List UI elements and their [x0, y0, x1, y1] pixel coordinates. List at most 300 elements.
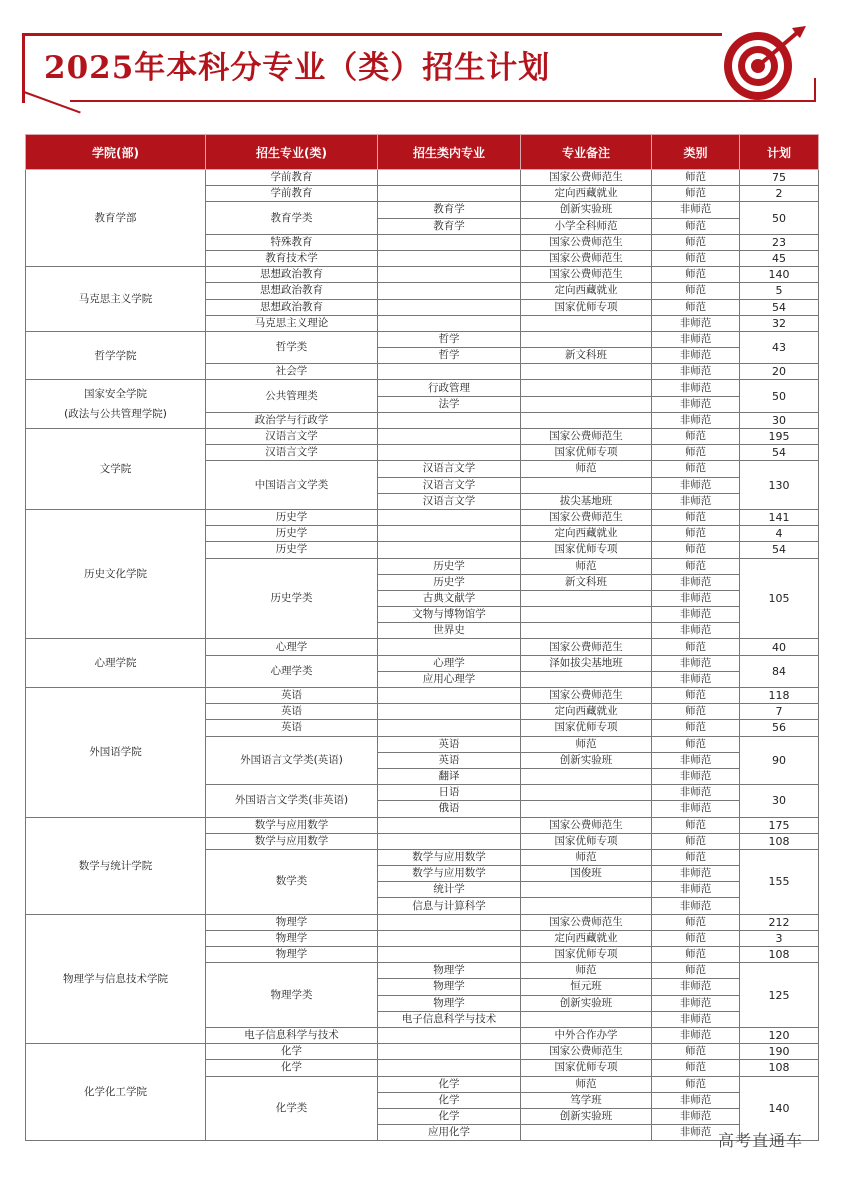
plan-cell: 56: [740, 720, 819, 736]
sub-major-cell: 汉语言文学: [378, 477, 521, 493]
table-row: [26, 331, 819, 347]
sub-major-cell: [378, 704, 521, 720]
note-cell: [521, 1011, 652, 1027]
note-cell: 创新实验班: [521, 995, 652, 1011]
sub-major-cell: [378, 315, 521, 331]
sub-major-cell: 物理学: [378, 963, 521, 979]
note-cell: 拔尖基地班: [521, 493, 652, 509]
college-name: 文学院: [99, 462, 132, 475]
type-cell: 师范: [652, 688, 740, 704]
type-cell: 师范: [652, 704, 740, 720]
type-cell: 师范: [652, 445, 740, 461]
sub-major-cell: [378, 1060, 521, 1076]
major-cell: 数学与应用数学: [206, 833, 378, 849]
major-cell: 电子信息科学与技术: [206, 1027, 378, 1043]
college-cell: [26, 380, 206, 429]
plan-cell: 3: [740, 930, 819, 946]
major-cell: 历史学: [206, 526, 378, 542]
note-cell: [521, 477, 652, 493]
table-row: [26, 817, 819, 833]
note-cell: 国家优师专项: [521, 947, 652, 963]
sub-major-cell: [378, 445, 521, 461]
type-cell: 非师范: [652, 574, 740, 590]
major-cell: 思想政治教育: [206, 299, 378, 315]
plan-cell: 195: [740, 429, 819, 445]
sub-major-cell: 教育学: [378, 218, 521, 234]
note-cell: [521, 396, 652, 412]
note-cell: 师范: [521, 461, 652, 477]
type-cell: 非师范: [652, 882, 740, 898]
type-cell: 师范: [652, 283, 740, 299]
plan-cell: 140: [740, 267, 819, 283]
note-cell: [521, 898, 652, 914]
type-cell: 非师范: [652, 1125, 740, 1141]
major-cell: 物理学: [206, 947, 378, 963]
plan-cell: 23: [740, 234, 819, 250]
plan-cell: 84: [740, 655, 819, 687]
plan-cell: 50: [740, 380, 819, 412]
type-cell: 非师范: [652, 1092, 740, 1108]
type-cell: 师范: [652, 639, 740, 655]
type-cell: 师范: [652, 849, 740, 865]
sub-major-cell: 数学与应用数学: [378, 866, 521, 882]
type-cell: 非师范: [652, 493, 740, 509]
note-cell: 国家公费师范生: [521, 1044, 652, 1060]
plan-cell: 4: [740, 526, 819, 542]
note-cell: 国家优师专项: [521, 1060, 652, 1076]
college-name: 历史文化学院: [84, 568, 147, 581]
note-cell: 笃学班: [521, 1092, 652, 1108]
note-cell: 国家公费师范生: [521, 817, 652, 833]
note-cell: [521, 607, 652, 623]
type-cell: 师范: [652, 218, 740, 234]
sub-major-cell: [378, 542, 521, 558]
table-row: [26, 509, 819, 525]
plan-cell: 30: [740, 412, 819, 428]
type-cell: 师范: [652, 963, 740, 979]
sub-major-cell: [378, 250, 521, 266]
major-cell: 教育学类: [206, 202, 378, 234]
type-cell: 非师范: [652, 898, 740, 914]
table-row: [26, 639, 819, 655]
type-cell: 师范: [652, 736, 740, 752]
sub-major-cell: 信息与计算科学: [378, 898, 521, 914]
plan-cell: 20: [740, 364, 819, 380]
college-cell: [26, 817, 206, 914]
note-cell: 国家公费师范生: [521, 914, 652, 930]
sub-major-cell: [378, 833, 521, 849]
note-cell: [521, 785, 652, 801]
type-cell: 师范: [652, 542, 740, 558]
college-name: 数学与统计学院: [78, 859, 153, 872]
table-row: [26, 380, 819, 396]
note-cell: 国家公费师范生: [521, 170, 652, 186]
type-cell: 师范: [652, 914, 740, 930]
note-cell: 师范: [521, 558, 652, 574]
sub-major-cell: 汉语言文学: [378, 461, 521, 477]
major-cell: 社会学: [206, 364, 378, 380]
table-row: [26, 688, 819, 704]
major-cell: 物理学: [206, 930, 378, 946]
sub-major-cell: 英语: [378, 752, 521, 768]
sub-major-cell: 化学: [378, 1108, 521, 1124]
plan-cell: 155: [740, 849, 819, 914]
major-cell: 公共管理类: [206, 380, 378, 412]
note-cell: 小学全科师范: [521, 218, 652, 234]
note-cell: 国家优师专项: [521, 299, 652, 315]
sub-major-cell: [378, 688, 521, 704]
note-cell: 国家公费师范生: [521, 250, 652, 266]
note-cell: [521, 623, 652, 639]
header-frame-line: [814, 78, 816, 102]
sub-major-cell: 数学与应用数学: [378, 849, 521, 865]
plan-cell: 54: [740, 445, 819, 461]
plan-cell: 141: [740, 509, 819, 525]
sub-major-cell: [378, 186, 521, 202]
type-cell: 师范: [652, 1044, 740, 1060]
plan-cell: 108: [740, 1060, 819, 1076]
page-header: [0, 0, 853, 125]
note-cell: [521, 768, 652, 784]
type-cell: 师范: [652, 186, 740, 202]
note-cell: 新文科班: [521, 574, 652, 590]
note-cell: 创新实验班: [521, 752, 652, 768]
type-cell: 师范: [652, 1076, 740, 1092]
note-cell: [521, 331, 652, 347]
plan-cell: 175: [740, 817, 819, 833]
sub-major-cell: [378, 283, 521, 299]
plan-cell: 120: [740, 1027, 819, 1043]
major-cell: 外国语言文学类(英语): [206, 736, 378, 785]
note-cell: 国家优师专项: [521, 445, 652, 461]
type-cell: 非师范: [652, 348, 740, 364]
college-name: 外国语学院: [89, 746, 142, 759]
sub-major-cell: 应用化学: [378, 1125, 521, 1141]
note-cell: 国家公费师范生: [521, 688, 652, 704]
major-cell: 中国语言文学类: [206, 461, 378, 510]
column-header: 类别: [652, 135, 740, 170]
note-cell: 国家公费师范生: [521, 234, 652, 250]
sub-major-cell: 汉语言文学: [378, 493, 521, 509]
major-cell: 数学与应用数学: [206, 817, 378, 833]
sub-major-cell: 古典文献学: [378, 590, 521, 606]
page-title: 2025年本科分专业（类）招生计划: [44, 50, 551, 86]
sub-major-cell: 历史学: [378, 558, 521, 574]
plan-cell: 105: [740, 558, 819, 639]
type-cell: 非师范: [652, 396, 740, 412]
type-cell: 师范: [652, 558, 740, 574]
sub-major-cell: 翻译: [378, 768, 521, 784]
sub-major-cell: [378, 639, 521, 655]
watermark: 高考直通车: [718, 1131, 804, 1150]
sub-major-cell: 历史学: [378, 574, 521, 590]
college-name: 化学化工学院: [84, 1086, 147, 1099]
sub-major-cell: 法学: [378, 396, 521, 412]
sub-major-cell: 英语: [378, 736, 521, 752]
note-cell: [521, 364, 652, 380]
note-cell: 师范: [521, 963, 652, 979]
plan-cell: 108: [740, 947, 819, 963]
major-cell: 思想政治教育: [206, 267, 378, 283]
college-name: 马克思主义学院: [78, 293, 153, 305]
type-cell: 师范: [652, 947, 740, 963]
sub-major-cell: 统计学: [378, 882, 521, 898]
note-cell: 国俊班: [521, 866, 652, 882]
note-cell: 国家公费师范生: [521, 639, 652, 655]
table-row: [26, 267, 819, 283]
major-cell: 历史学: [206, 509, 378, 525]
enrollment-plan-table: [25, 134, 819, 1141]
sub-major-cell: [378, 526, 521, 542]
type-cell: 非师范: [652, 412, 740, 428]
major-cell: 教育技术学: [206, 250, 378, 266]
major-cell: 数学类: [206, 849, 378, 914]
note-cell: [521, 671, 652, 687]
sub-major-cell: [378, 1027, 521, 1043]
sub-major-cell: 电子信息科学与技术: [378, 1011, 521, 1027]
type-cell: 师范: [652, 234, 740, 250]
sub-major-cell: 心理学: [378, 655, 521, 671]
sub-major-cell: [378, 930, 521, 946]
major-cell: 英语: [206, 704, 378, 720]
type-cell: 非师范: [652, 1108, 740, 1124]
college-name: 心理学院: [94, 657, 137, 670]
type-cell: 非师范: [652, 331, 740, 347]
note-cell: 国家优师专项: [521, 542, 652, 558]
major-cell: 物理学: [206, 914, 378, 930]
major-cell: 思想政治教育: [206, 283, 378, 299]
sub-major-cell: [378, 412, 521, 428]
column-header: 计划: [740, 135, 819, 170]
sub-major-cell: 物理学: [378, 995, 521, 1011]
sub-major-cell: 化学: [378, 1092, 521, 1108]
plan-cell: 54: [740, 542, 819, 558]
sub-major-cell: 哲学: [378, 348, 521, 364]
plan-cell: 43: [740, 331, 819, 363]
type-cell: 非师范: [652, 768, 740, 784]
plan-cell: 130: [740, 461, 819, 510]
type-cell: 师范: [652, 720, 740, 736]
type-cell: 非师范: [652, 866, 740, 882]
target-icon: [718, 24, 814, 104]
sub-major-cell: 俄语: [378, 801, 521, 817]
plan-cell: 90: [740, 736, 819, 785]
college-cell: [26, 914, 206, 1044]
type-cell: 非师范: [652, 752, 740, 768]
note-cell: 国家公费师范生: [521, 509, 652, 525]
type-cell: 非师范: [652, 477, 740, 493]
table-row: [26, 914, 819, 930]
major-cell: 外国语言文学类(非英语): [206, 785, 378, 817]
college-cell: [26, 688, 206, 818]
type-cell: 师范: [652, 833, 740, 849]
plan-cell: 30: [740, 785, 819, 817]
major-cell: 心理学: [206, 639, 378, 655]
note-cell: 国家优师专项: [521, 833, 652, 849]
note-cell: [521, 380, 652, 396]
type-cell: 非师范: [652, 364, 740, 380]
type-cell: 非师范: [652, 623, 740, 639]
sub-major-cell: [378, 299, 521, 315]
sub-major-cell: [378, 947, 521, 963]
type-cell: 非师范: [652, 801, 740, 817]
major-cell: 历史学类: [206, 558, 378, 639]
note-cell: 定向西藏就业: [521, 283, 652, 299]
note-cell: 恒元班: [521, 979, 652, 995]
sub-major-cell: 世界史: [378, 623, 521, 639]
major-cell: 汉语言文学: [206, 429, 378, 445]
type-cell: 师范: [652, 526, 740, 542]
type-cell: 师范: [652, 250, 740, 266]
note-cell: [521, 315, 652, 331]
note-cell: 定向西藏就业: [521, 526, 652, 542]
major-cell: 学前教育: [206, 170, 378, 186]
sub-major-cell: [378, 720, 521, 736]
sub-major-cell: [378, 817, 521, 833]
note-cell: 创新实验班: [521, 1108, 652, 1124]
plan-cell: 190: [740, 1044, 819, 1060]
major-cell: 化学: [206, 1060, 378, 1076]
plan-cell: 40: [740, 639, 819, 655]
major-cell: 哲学类: [206, 331, 378, 363]
note-cell: 定向西藏就业: [521, 930, 652, 946]
note-cell: 师范: [521, 1076, 652, 1092]
plan-cell: 108: [740, 833, 819, 849]
sub-major-cell: [378, 234, 521, 250]
type-cell: 非师范: [652, 995, 740, 1011]
sub-major-cell: 应用心理学: [378, 671, 521, 687]
table-header-row: [26, 135, 819, 170]
note-cell: 新文科班: [521, 348, 652, 364]
type-cell: 师范: [652, 930, 740, 946]
note-cell: 创新实验班: [521, 202, 652, 218]
college-cell: [26, 170, 206, 267]
note-cell: 定向西藏就业: [521, 186, 652, 202]
plan-cell: 7: [740, 704, 819, 720]
column-header: 专业备注: [521, 135, 652, 170]
major-cell: 汉语言文学: [206, 445, 378, 461]
type-cell: 非师范: [652, 607, 740, 623]
sub-major-cell: [378, 170, 521, 186]
note-cell: [521, 801, 652, 817]
type-cell: 师范: [652, 429, 740, 445]
college-name: 哲学学院: [94, 349, 137, 362]
plan-cell: 125: [740, 963, 819, 1028]
type-cell: 师范: [652, 170, 740, 186]
sub-major-cell: [378, 509, 521, 525]
major-cell: 特殊教育: [206, 234, 378, 250]
note-cell: 师范: [521, 849, 652, 865]
plan-cell: 2: [740, 186, 819, 202]
college-cell: [26, 1044, 206, 1141]
major-cell: 历史学: [206, 542, 378, 558]
major-cell: 英语: [206, 720, 378, 736]
note-cell: [521, 1125, 652, 1141]
column-header: 招生专业(类): [206, 135, 378, 170]
sub-major-cell: 文物与博物馆学: [378, 607, 521, 623]
sub-major-cell: 行政管理: [378, 380, 521, 396]
college-cell: [26, 267, 206, 332]
table-row: [26, 429, 819, 445]
sub-major-cell: [378, 267, 521, 283]
column-header: 学院(部): [26, 135, 206, 170]
major-cell: 化学类: [206, 1076, 378, 1141]
type-cell: 非师范: [652, 1011, 740, 1027]
sub-major-cell: 日语: [378, 785, 521, 801]
type-cell: 非师范: [652, 785, 740, 801]
header-frame-line: [22, 33, 722, 36]
plan-cell: 140: [740, 1076, 819, 1141]
sub-major-cell: [378, 364, 521, 380]
sub-major-cell: [378, 914, 521, 930]
sub-major-cell: 化学: [378, 1076, 521, 1092]
sub-major-cell: 教育学: [378, 202, 521, 218]
type-cell: 非师范: [652, 979, 740, 995]
note-cell: 中外合作办学: [521, 1027, 652, 1043]
type-cell: 非师范: [652, 671, 740, 687]
major-cell: 马克思主义理论: [206, 315, 378, 331]
college-cell: [26, 639, 206, 688]
major-cell: 政治学与行政学: [206, 412, 378, 428]
header-frame-line: [70, 100, 815, 102]
plan-cell: 54: [740, 299, 819, 315]
type-cell: 师范: [652, 509, 740, 525]
plan-cell: 75: [740, 170, 819, 186]
plan-cell: 32: [740, 315, 819, 331]
plan-cell: 45: [740, 250, 819, 266]
major-cell: 学前教育: [206, 186, 378, 202]
header-frame-line: [24, 91, 81, 113]
type-cell: 非师范: [652, 202, 740, 218]
plan-cell: 118: [740, 688, 819, 704]
type-cell: 师范: [652, 267, 740, 283]
note-cell: 定向西藏就业: [521, 704, 652, 720]
note-cell: 国家公费师范生: [521, 267, 652, 283]
type-cell: 非师范: [652, 380, 740, 396]
table-row: [26, 170, 819, 186]
note-cell: 师范: [521, 736, 652, 752]
type-cell: 师范: [652, 461, 740, 477]
sub-major-cell: [378, 429, 521, 445]
note-cell: [521, 412, 652, 428]
type-cell: 师范: [652, 1060, 740, 1076]
note-cell: 国家公费师范生: [521, 429, 652, 445]
college-name: 物理学与信息技术学院: [63, 972, 168, 985]
college-name-sub: (政法与公共管理学院): [64, 408, 167, 421]
table-row: [26, 1044, 819, 1060]
college-name: 教育学部: [94, 212, 137, 225]
major-cell: 英语: [206, 688, 378, 704]
major-cell: 化学: [206, 1044, 378, 1060]
major-cell: 心理学类: [206, 655, 378, 687]
plan-cell: 212: [740, 914, 819, 930]
major-cell: 物理学类: [206, 963, 378, 1028]
college-cell: [26, 509, 206, 639]
type-cell: 非师范: [652, 590, 740, 606]
type-cell: 非师范: [652, 655, 740, 671]
sub-major-cell: 物理学: [378, 979, 521, 995]
college-cell: [26, 331, 206, 380]
plan-cell: 5: [740, 283, 819, 299]
college-cell: [26, 429, 206, 510]
column-header: 招生类内专业: [378, 135, 521, 170]
college-name: 国家安全学院: [84, 388, 147, 401]
note-cell: 国家优师专项: [521, 720, 652, 736]
note-cell: 泽如拔尖基地班: [521, 655, 652, 671]
sub-major-cell: [378, 1044, 521, 1060]
type-cell: 非师范: [652, 1027, 740, 1043]
plan-cell: 50: [740, 202, 819, 234]
